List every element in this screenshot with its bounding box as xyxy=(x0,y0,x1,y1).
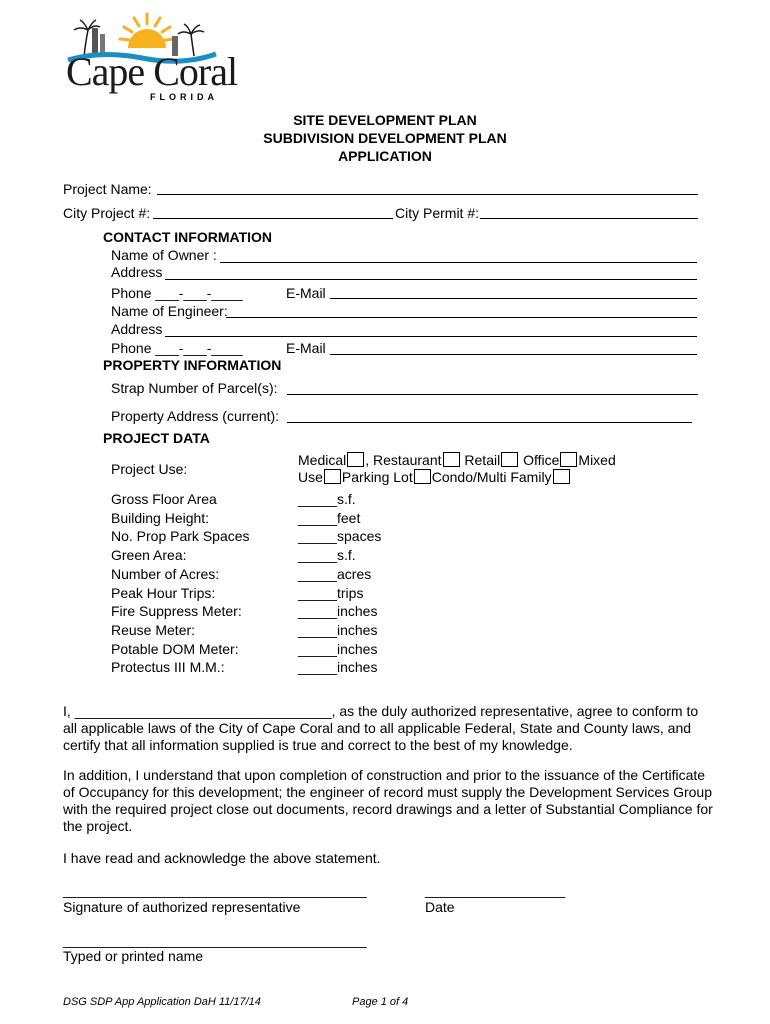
engineer-label: Name of Engineer: xyxy=(111,303,228,319)
statement-acknowledge: I have read and acknowledge the above statement. xyxy=(63,850,381,866)
project-data-unit: feet xyxy=(337,510,361,526)
use-medical-checkbox[interactable] xyxy=(347,452,364,467)
email-field-2[interactable] xyxy=(330,354,697,355)
project-data-label: Fire Suppress Meter: xyxy=(111,603,242,619)
use-condo-checkbox[interactable] xyxy=(553,469,570,484)
project-use-label: Project Use: xyxy=(111,461,188,477)
strap-field[interactable] xyxy=(287,394,698,395)
project-data-unit: inches xyxy=(337,659,378,675)
use-office-label: Office xyxy=(523,452,560,468)
footer-doc-id: DSG SDP App Application DaH 11/17/14 xyxy=(63,996,261,1008)
date-line[interactable]: __________________ xyxy=(425,882,566,898)
city-project-label: City Project #: xyxy=(63,205,151,221)
statement-conform: I, _________________________________, as the duly authorized representative, agree to conform to all applicable laws of the City of Cape Coral and to all applicable Federal, State and County laws, and certify that all information supplied is true and correct to the best of my knowledge. xyxy=(63,703,699,753)
project-data-blank[interactable]: _____ xyxy=(298,641,337,657)
typed-name-line[interactable]: _______________________________________ xyxy=(63,932,367,948)
use-mixed-checkbox[interactable] xyxy=(324,469,341,484)
use-restaurant-label: , Restaurant xyxy=(365,452,442,468)
signature-line[interactable]: _______________________________________ xyxy=(63,882,367,898)
title-line-2: SUBDIVISION DEVELOPMENT PLAN xyxy=(263,130,507,146)
project-data-blank[interactable]: _____ xyxy=(298,528,337,544)
project-data-label: No. Prop Park Spaces xyxy=(111,528,250,544)
project-data-unit: s.f. xyxy=(337,547,356,563)
date-label: Date xyxy=(425,899,455,915)
use-mixed-label: Mixed xyxy=(578,452,616,468)
property-address-field[interactable] xyxy=(287,422,692,423)
phone-label-2: Phone ___-___-____ xyxy=(111,340,243,356)
project-heading: PROJECT DATA xyxy=(103,430,210,446)
project-name-field[interactable] xyxy=(157,194,698,195)
city-permit-label: City Permit #: xyxy=(395,205,480,221)
contact-heading: CONTACT INFORMATION xyxy=(103,229,273,245)
logo-name: Cape Coral xyxy=(66,49,238,94)
use-condo-label: Condo/Multi Family xyxy=(431,469,552,485)
project-data-label: Potable DOM Meter: xyxy=(111,641,239,657)
project-data-blank[interactable]: _____ xyxy=(298,547,337,563)
statement-completion: In addition, I understand that upon completion of construction and prior to the issuance of the Certificate of Occupancy for this development; the engineer of record must supply the Development Services Group with the required project close out documents, record drawings and a letter of Substantial Compliance for the project. xyxy=(63,767,713,834)
city-project-field[interactable] xyxy=(153,218,393,219)
city-logo xyxy=(62,10,238,106)
project-data-blank[interactable]: _____ xyxy=(298,622,337,638)
use-retail-checkbox[interactable] xyxy=(501,452,518,467)
address-label-1: Address xyxy=(111,264,163,280)
project-data-label: Reuse Meter: xyxy=(111,622,196,638)
property-heading: PROPERTY INFORMATION xyxy=(103,357,282,373)
logo-subtitle: FLORIDA xyxy=(150,92,218,102)
strap-label: Strap Number of Parcel(s): xyxy=(111,380,278,396)
project-data-label: Protectus III M.M.: xyxy=(111,659,225,675)
project-data-unit: spaces xyxy=(337,528,382,544)
email-label-2: E-Mail xyxy=(286,340,326,356)
owner-field[interactable] xyxy=(220,262,697,263)
project-data-label: Green Area: xyxy=(111,547,187,563)
address-field-2[interactable] xyxy=(165,336,697,337)
project-data-blank[interactable]: _____ xyxy=(298,566,337,582)
use-office-checkbox[interactable] xyxy=(560,452,577,467)
project-data-blank[interactable]: _____ xyxy=(298,659,337,675)
project-data-label: Building Height: xyxy=(111,510,210,526)
signature-label: Signature of authorized representative xyxy=(63,899,301,915)
property-address-label: Property Address (current): xyxy=(111,408,280,424)
use-mixed-use-label: Use xyxy=(298,469,323,485)
address-label-2: Address xyxy=(111,321,163,337)
title-line-3: APPLICATION xyxy=(338,148,432,164)
footer-page-number: Page 1 of 4 xyxy=(352,996,409,1008)
phone-label-1: Phone ___-___-____ xyxy=(111,285,243,301)
project-data-label: Number of Acres: xyxy=(111,566,220,582)
project-name-label: Project Name: xyxy=(63,181,152,197)
project-data-label: Gross Floor Area xyxy=(111,491,217,507)
use-parking-checkbox[interactable] xyxy=(414,469,431,484)
project-data-blank[interactable]: _____ xyxy=(298,603,337,619)
project-data-blank[interactable]: _____ xyxy=(298,510,337,526)
title-line-1: SITE DEVELOPMENT PLAN xyxy=(293,112,477,128)
typed-name-label: Typed or printed name xyxy=(63,948,204,964)
project-use-options-row-1 xyxy=(298,452,616,469)
email-field-1[interactable] xyxy=(330,298,697,299)
project-data-unit: trips xyxy=(337,585,364,601)
use-medical-label: Medical xyxy=(298,452,347,468)
engineer-field[interactable] xyxy=(226,317,697,318)
project-data-blank[interactable]: _____ xyxy=(298,491,337,507)
project-data-blank[interactable]: _____ xyxy=(298,585,337,601)
address-field-1[interactable] xyxy=(165,279,697,280)
project-data-unit: inches xyxy=(337,622,378,638)
project-data-unit: acres xyxy=(337,566,372,582)
project-data-label: Peak Hour Trips: xyxy=(111,585,216,601)
use-restaurant-checkbox[interactable] xyxy=(443,452,460,467)
project-data-unit: inches xyxy=(337,641,378,657)
owner-label: Name of Owner : xyxy=(111,247,217,263)
project-data-unit: s.f. xyxy=(337,491,356,507)
use-retail-label: Retail xyxy=(464,452,501,468)
email-label-1: E-Mail xyxy=(286,285,326,301)
use-parking-label: Parking Lot xyxy=(341,469,413,485)
city-permit-field[interactable] xyxy=(480,218,698,219)
project-data-unit: inches xyxy=(337,603,378,619)
project-use-options-row-2 xyxy=(298,469,571,486)
